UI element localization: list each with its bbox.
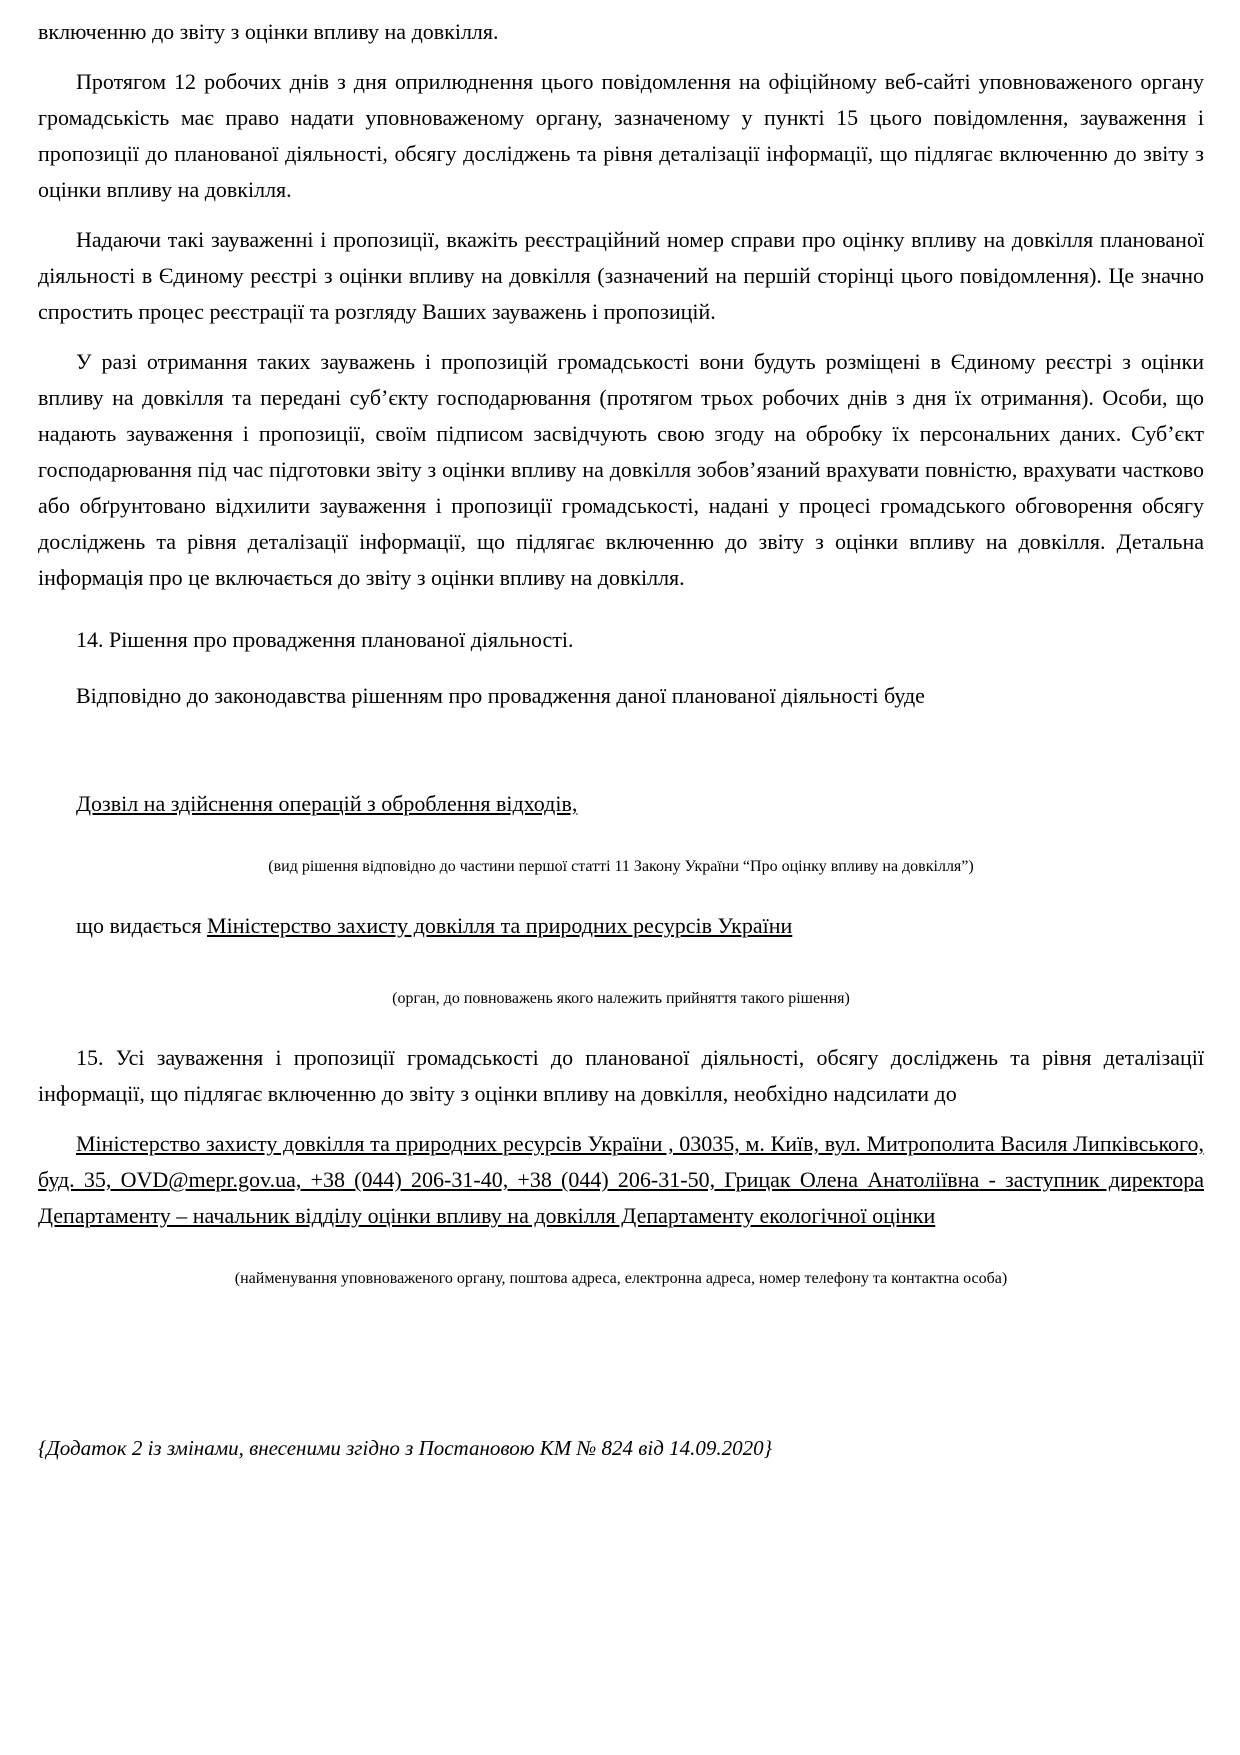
paragraph-public-comments-period: Протягом 12 робочих днів з дня оприлюднення цього повідомлення на офіційному веб-сайті уповноваженого органу громадськість має право надати уповноваженому органу, зазначеному у пункті 15 цього повідомлення, зауваження і пропозиції до планованої діяльності, обсягу досліджень та рівня деталізації інформації, що підлягає включенню до звіту з оцінки впливу на довкілля. — [38, 69, 1204, 202]
paragraph-registry-number: Надаючи такі зауваженні і пропозиції, вкажіть реєстраційний номер справи про оцінку впливу на довкілля планованої діяльності в Єдиному реєстрі з оцінки впливу на довкілля (зазначений на першій сторінці цього повідомлення). Це значно спростить процес реєстрації та розгляду Ваших зауважень і пропозицій. — [38, 227, 1204, 324]
amendment-note: {Додаток 2 із змінами, внесеними згідно з Постановою КМ № 824 від 14.09.2020} — [38, 1436, 772, 1460]
issuing-authority-line — [38, 908, 1204, 944]
authority-contact-block: Міністерство захисту довкілля та природних ресурсів України , 03035, м. Київ, вул. Митрополита Василя Липківського, буд. 35, OVD@mepr.gov.ua, +38 (044) 206-31-40, +38 (044) 206-31-50, Грицак Олена Анатоліївна - заступник директора Департаменту – начальник відділу оцінки впливу на довкілля Департаменту екологічної оцінки — [38, 1131, 1204, 1228]
section-14-heading: 14. Рішення про провадження планованої діяльності. — [76, 627, 574, 652]
section-14-intro: Відповідно до законодавства рішенням про провадження даної планованої діяльності буде — [76, 683, 925, 708]
authority-contact-caption: (найменування уповноваженого органу, поштова адреса, електронна адреса, номер телефону та контактна особа) — [234, 1270, 1008, 1287]
continuation-line: включенню до звіту з оцінки впливу на довкілля. — [38, 19, 499, 44]
decision-type-line — [38, 786, 1204, 822]
issuing-authority-caption: (орган, до повноважень якого належить прийняття такого рішення) — [392, 990, 850, 1007]
section-15-text: 15. Усі зауваження і пропозиції громадськості до планованої діяльності, обсягу досліджень та рівня деталізації інформації, що підлягає включенню до звіту з оцінки впливу на довкілля, необхідно надсилати до — [38, 1045, 1204, 1106]
issuing-authority-value: Міністерство захисту довкілля та природних ресурсів України — [207, 913, 793, 938]
issuing-authority-prefix: що видається — [76, 913, 208, 938]
decision-type-value: Дозвіл на здійснення операцій з оброблення відходів, — [76, 791, 578, 816]
decision-type-caption: (вид рішення відповідно до частини першої статті 11 Закону України “Про оцінку впливу на довкілля”) — [268, 858, 974, 875]
paragraph-comments-processing: У разі отримання таких зауважень і пропозицій громадськості вони будуть розміщені в Єдиному реєстрі з оцінки впливу на довкілля та передані суб’єкту господарювання (протягом трьох робочих днів з дня їх отримання). Особи, що надають зауваження і пропозиції, своїм підписом засвідчують свою згоду на обробку їх персональних даних. Суб’єкт господарювання під час підготовки звіту з оцінки впливу на довкілля зобов’язаний врахувати повністю, врахувати частково або обґрунтовано відхилити зауваження і пропозиції громадськості, надані у процесі громадського обговорення обсягу досліджень та рівня деталізації інформації, що підлягає включенню до звіту з оцінки впливу на довкілля. Детальна інформація про це включається до звіту з оцінки впливу на довкілля. — [38, 349, 1204, 590]
